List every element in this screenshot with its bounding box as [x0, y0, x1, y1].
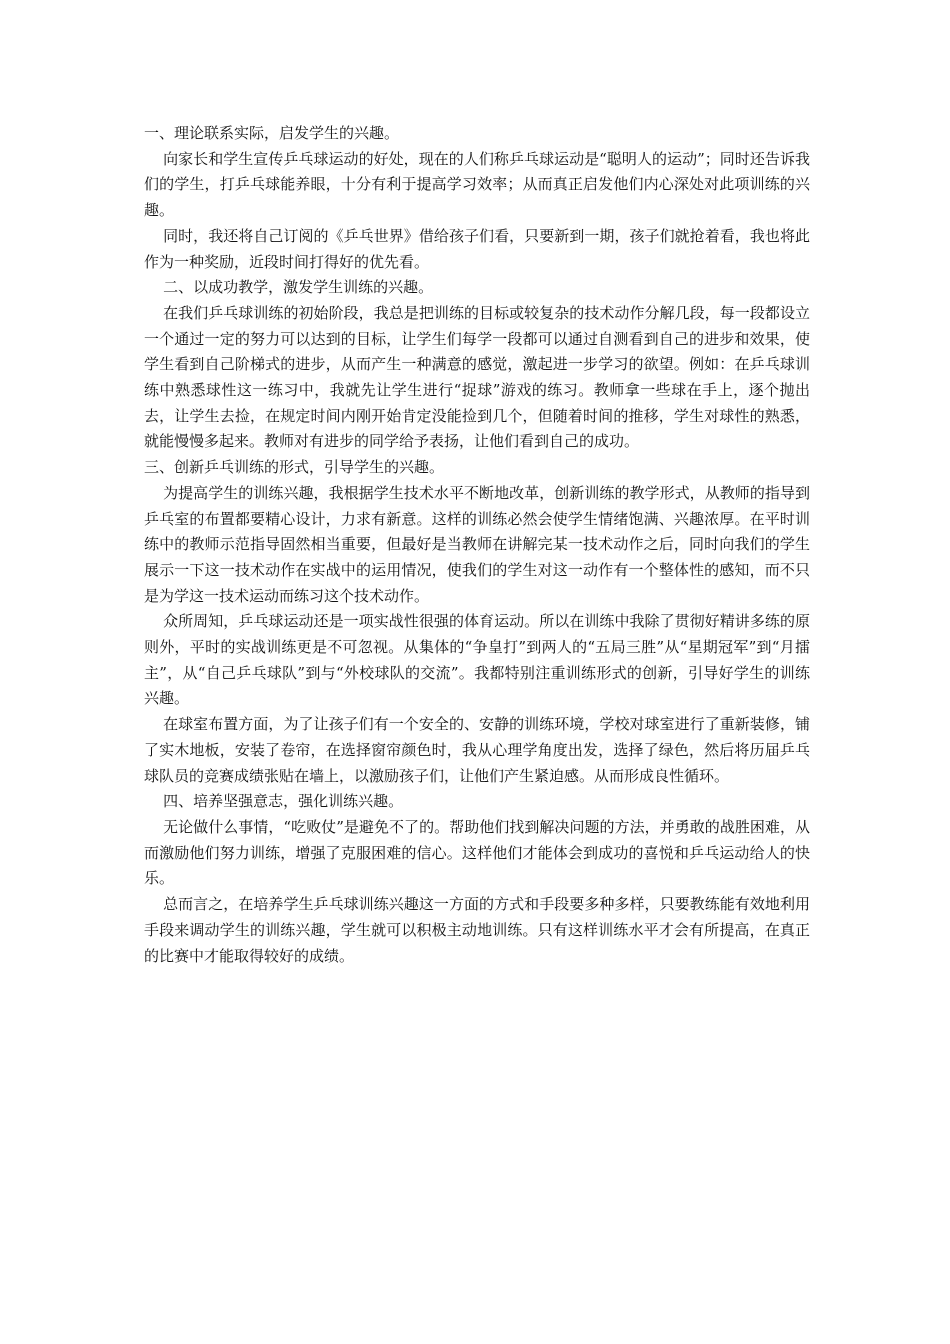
- section-heading-3: 三、创新乒乓训练的形式，引导学生的兴趣。: [144, 458, 445, 477]
- paragraph: 在球室布置方面，为了让孩子们有一个安全的、安静的训练环境，学校对球室进行了重新装修，铺了实木地板，安装了卷帘，在选择窗帘颜色时，我从心理学角度出发，选择了绿色，然后将历届乒乓球队员的竞赛成绩张贴在墙上，以激励孩子们，让他们产生紧迫感。从而形成良性循环。: [144, 715, 810, 785]
- section-heading-1: 一、理论联系实际，启发学生的兴趣。: [144, 124, 400, 142]
- paragraph: 同时，我还将自己订阅的《乒乓世界》借给孩子们看，只要新到一期，孩子们就抢着看，我也将此作为一种奖励，近段时间打得好的优先看。: [144, 226, 810, 271]
- paragraph: 在我们乒乓球训练的初始阶段，我总是把训练的目标或较复杂的技术动作分解几段，每一段都设立一个通过一定的努力可以达到的目标，让学生们每学一段都可以通过自测看到自己的进步和效果，使学生看到自己阶梯式的进步，从而产生一种满意的感觉，激起进一步学习的欲望。例如：在乒乓球训练中熟悉球性这一练习中，我就先让学生进行“捉球”游戏的练习。教师拿一些球在手上，逐个抛出去，让学生去捡，在规定时间内刚开始肯定没能捡到几个，但随着时间的推移，学生对球性的熟悉，就能慢慢多起来。教师对有进步的同学给予表扬，让他们看到自己的成功。: [144, 303, 810, 451]
- document-body: [144, 121, 810, 969]
- section-heading-2: 二、以成功教学，激发学生训练的兴趣。: [163, 278, 434, 297]
- paragraph: 总而言之，在培养学生乒乓球训练兴趣这一方面的方式和手段要多种多样，只要教练能有效地利用手段来调动学生的训练兴趣，学生就可以积极主动地训练。只有这样训练水平才会有所提高，在真正的比赛中才能取得较好的成绩。: [144, 895, 810, 965]
- paragraph: 众所周知，乒乓球运动还是一项实战性很强的体育运动。所以在训练中我除了贯彻好精讲多练的原则外，平时的实战训练更是不可忽视。从集体的“争皇打”到两人的“五局三胜”从“星期冠军”到“月擂主”，从“自己乒乓球队”到与“外校球队的交流”。我都特别注重训练形式的创新，引导好学生的训练兴趣。: [144, 612, 810, 708]
- paragraph: 无论做什么事情，“吃败仗”是避免不了的。帮助他们找到解决问题的方法，并勇敢的战胜困难，从而激励他们努力训练，增强了克服困难的信心。这样他们才能体会到成功的喜悦和乒乓运动给人的快乐。: [144, 817, 810, 888]
- paragraph: 为提高学生的训练兴趣，我根据学生技术水平不断地改革，创新训练的教学形式，从教师的指导到乒乓室的布置都要精心设计，力求有新意。这样的训练必然会使学生情绪饱满、兴趣浓厚。在平时训练中的教师示范指导固然相当重要，但最好是当教师在讲解完某一技术动作之后，同时向我们的学生展示一下这一技术动作在实战中的运用情况，使我们的学生对这一动作有一个整体性的感知，而不只是为学这一技术运动而练习这个技术动作。: [144, 483, 810, 605]
- paragraph: 向家长和学生宣传乒乓球运动的好处，现在的人们称乒乓球运动是“聪明人的运动”；同时还告诉我们的学生，打乒乓球能养眼，十分有利于提高学习效率；从而真正启发他们内心深处对此项训练的兴趣。: [144, 149, 810, 220]
- section-heading-4: 四、培养坚强意志，强化训练兴趣。: [163, 792, 404, 811]
